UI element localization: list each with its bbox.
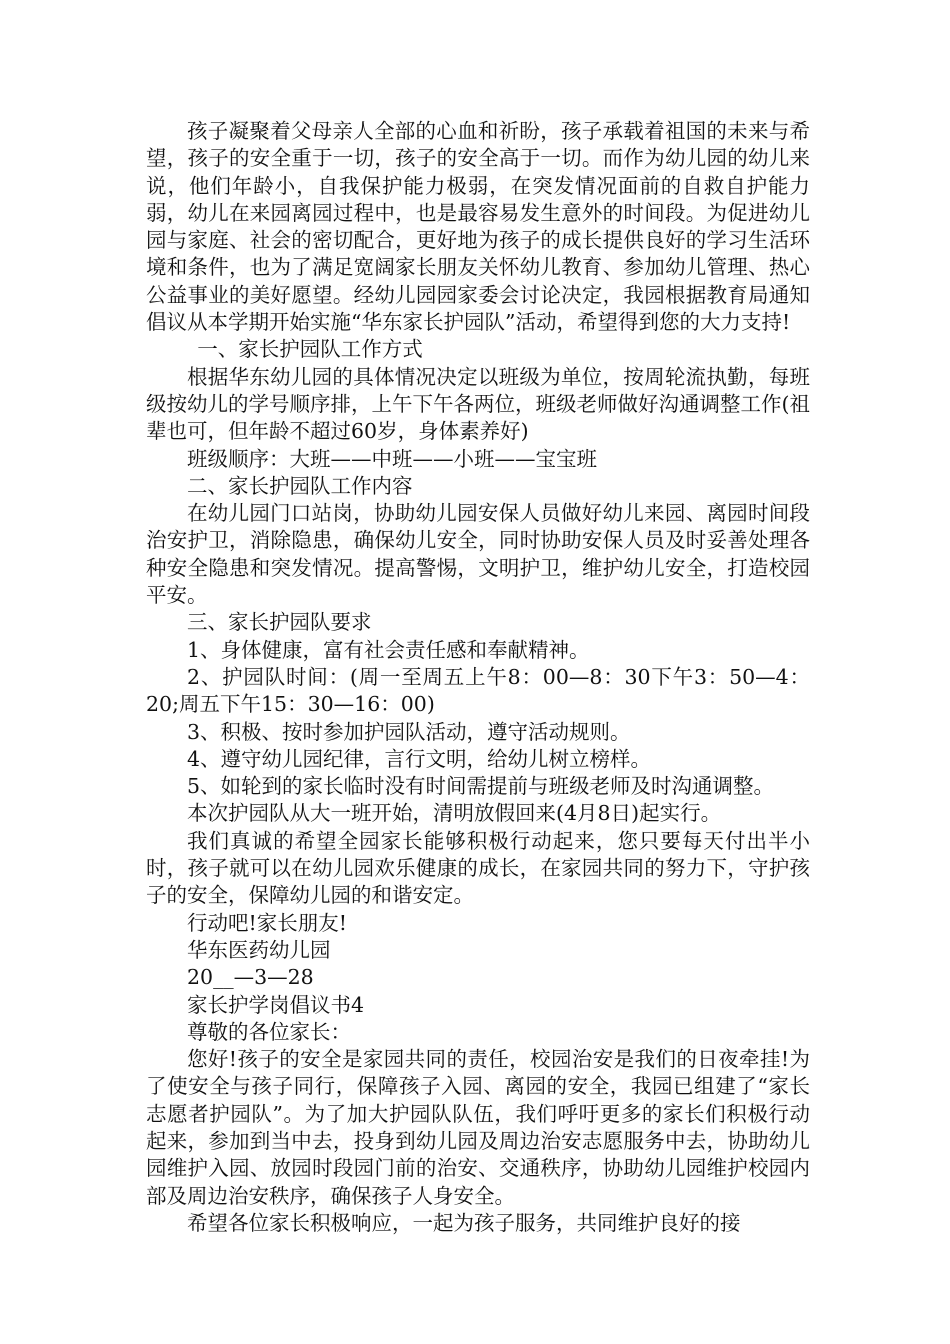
signature-organization: 华东医药幼儿园 <box>187 937 331 962</box>
salutation-line: 尊敬的各位家长： <box>187 1019 351 1044</box>
intro-paragraph: 孩子凝聚着父母亲人全部的心血和祈盼，孩子承载着祖国的未来与希望，孩子的安全重于一切，孩子的安全高于一切。而作为幼儿园的幼儿来说，他们年龄小，自我保护能力极弱，在突发情况面前的自救自护能力弱，幼儿在来园离园过程中，也是最容易发生意外的时间段。为促进幼儿园与家庭、社会的密切配合，更好地为孩子的成长提供良好的学习生活环境和条件，也为了满足宽阔家长朋友关怀幼儿教育、参加幼儿管理、热心公益事业的美好愿望。经幼儿园园家委会讨论决定，我园根据教育局通知倡议从本学期开始实施“华东家长护园队”活动，希望得到您的大力支持! <box>146 119 810 335</box>
requirement-item: 1、身体健康，富有社会责任感和奉献精神。 <box>187 637 590 662</box>
signature-date: 20__—3—28 <box>187 965 314 990</box>
call-to-action-line: 行动吧!家长朋友! <box>187 910 347 935</box>
appeal-paragraph: 我们真诚的希望全园家长能够积极行动起来，您只要每天付出半小时，孩子就可以在幼儿园欢乐健康的成长，在家园共同的努力下，守护孩子的安全，保障幼儿园的和谐安定。 <box>146 828 810 908</box>
work-content-paragraph: 在幼儿园门口站岗，协助幼儿园安保人员做好幼儿来园、离园时间段治安护卫，消除隐患，确保幼儿安全，同时协助安保人员及时妥善处理各种安全隐患和突发情况。提高警惕，文明护卫，维护幼儿安全，打造校园平安。 <box>146 501 810 608</box>
document-body <box>146 118 810 1237</box>
start-date-paragraph: 本次护园队从大一班开始，清明放假回来(4月8日)起实行。 <box>187 801 722 826</box>
document-title: 家长护学岗倡议书4 <box>187 992 365 1017</box>
closing-paragraph: 希望各位家长积极响应，一起为孩子服务，共同维护良好的接 <box>187 1210 741 1235</box>
section-heading-requirements: 三、家长护园队要求 <box>187 610 372 635</box>
letter-body-paragraph: 您好!孩子的安全是家园共同的责任，校园治安是我们的日夜牵挂!为了使安全与孩子同行，保障孩子入园、离园的安全，我园已组建了“家长志愿者护园队”。为了加大护园队队伍，我们呼吁更多的家长们积极行动起来，参加到当中去，投身到幼儿园及周边治安志愿服务中去，协助幼儿园维护入园、放园时段园门前的治安、交通秩序，协助幼儿园维护校园内部及周边治安秩序，确保孩子人身安全。 <box>146 1047 810 1208</box>
requirement-item: 5、如轮到的家长临时没有时间需提前与班级老师及时沟通调整。 <box>187 774 775 799</box>
requirement-item: 3、积极、按时参加护园队活动，遵守活动规则。 <box>187 719 631 744</box>
requirement-item: 2、护园队时间：(周一至周五上午8：00—8：30下午3：50—4：20;周五下午15：30—16：00) <box>146 664 810 717</box>
section-heading-work-method: 一、家长护园队工作方式 <box>197 337 423 362</box>
work-method-paragraph: 根据华东幼儿园的具体情况决定以班级为单位，按周轮流执勤，每班级按幼儿的学号顺序排，上午下午各两位，班级老师做好沟通调整工作(祖辈也可，但年龄不超过60岁，身体素养好) <box>146 364 810 444</box>
class-order-line: 班级顺序：大班——中班——小班——宝宝班 <box>187 446 597 471</box>
requirement-item: 4、遵守幼儿园纪律，言行文明，给幼儿树立榜样。 <box>187 746 652 771</box>
section-heading-work-content: 二、家长护园队工作内容 <box>187 473 413 498</box>
